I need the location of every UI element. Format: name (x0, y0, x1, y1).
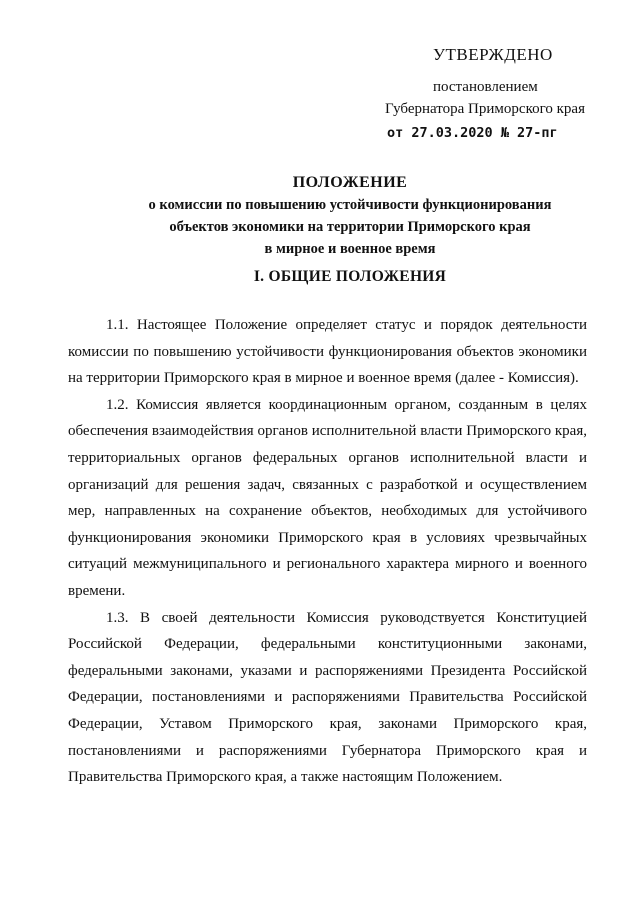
document-body (68, 312, 587, 791)
paragraph-1-3: 1.3. В своей деятельности Комиссия руководствуется Конституцией Российской Федерации, федеральными конституционными законами, федеральными законами, указами и распоряжениями Президента Российской Федерации, постановлениями и распоряжениями Правительства Российской Федерации, Уставом Приморского края, законами Приморского края, постановлениями и распоряжениями Губернатора Приморского края и Правительства Приморского края, а также настоящим Положением. (68, 609, 587, 786)
approval-line-governor: Губернатора Приморского края (385, 101, 585, 117)
title-main: ПОЛОЖЕНИЕ (292, 174, 408, 191)
approval-date-number: от 27.03.2020 № 27-пг (387, 125, 558, 141)
title-line-3: в мирное и военное время (264, 241, 436, 257)
approval-block (385, 44, 605, 144)
paragraph-1-1: 1.1. Настоящее Положение определяет статус и порядок деятельности комиссии по повышению устойчивости функционирования объектов экономики на территории Приморского края в мирное и военное время (далее - Комиссия). (68, 317, 587, 387)
approved-label: УТВЕРЖДЕНО (433, 45, 553, 64)
document-title (60, 172, 640, 260)
approval-line-decree: постановлением (433, 79, 538, 95)
title-line-2: объектов экономики на территории Приморского края (169, 219, 531, 235)
paragraph-1-2: 1.2. Комиссия является координационным органом, созданным в целях обеспечения взаимодействия органов исполнительной власти Приморского края, территориальных органов федеральных органов исполнительной власти и организаций для решения задач, связанных с разработкой и осуществлением мер, направленных на сохранение объектов, необходимых для устойчивого функционирования экономики Приморского края в условиях чрезвычайных ситуаций межмуниципального и регионального характера мирного и военного времени. (68, 396, 587, 599)
title-line-1: о комиссии по повышению устойчивости функционирования (148, 197, 552, 213)
section-heading: I. ОБЩИЕ ПОЛОЖЕНИЯ (253, 268, 447, 285)
